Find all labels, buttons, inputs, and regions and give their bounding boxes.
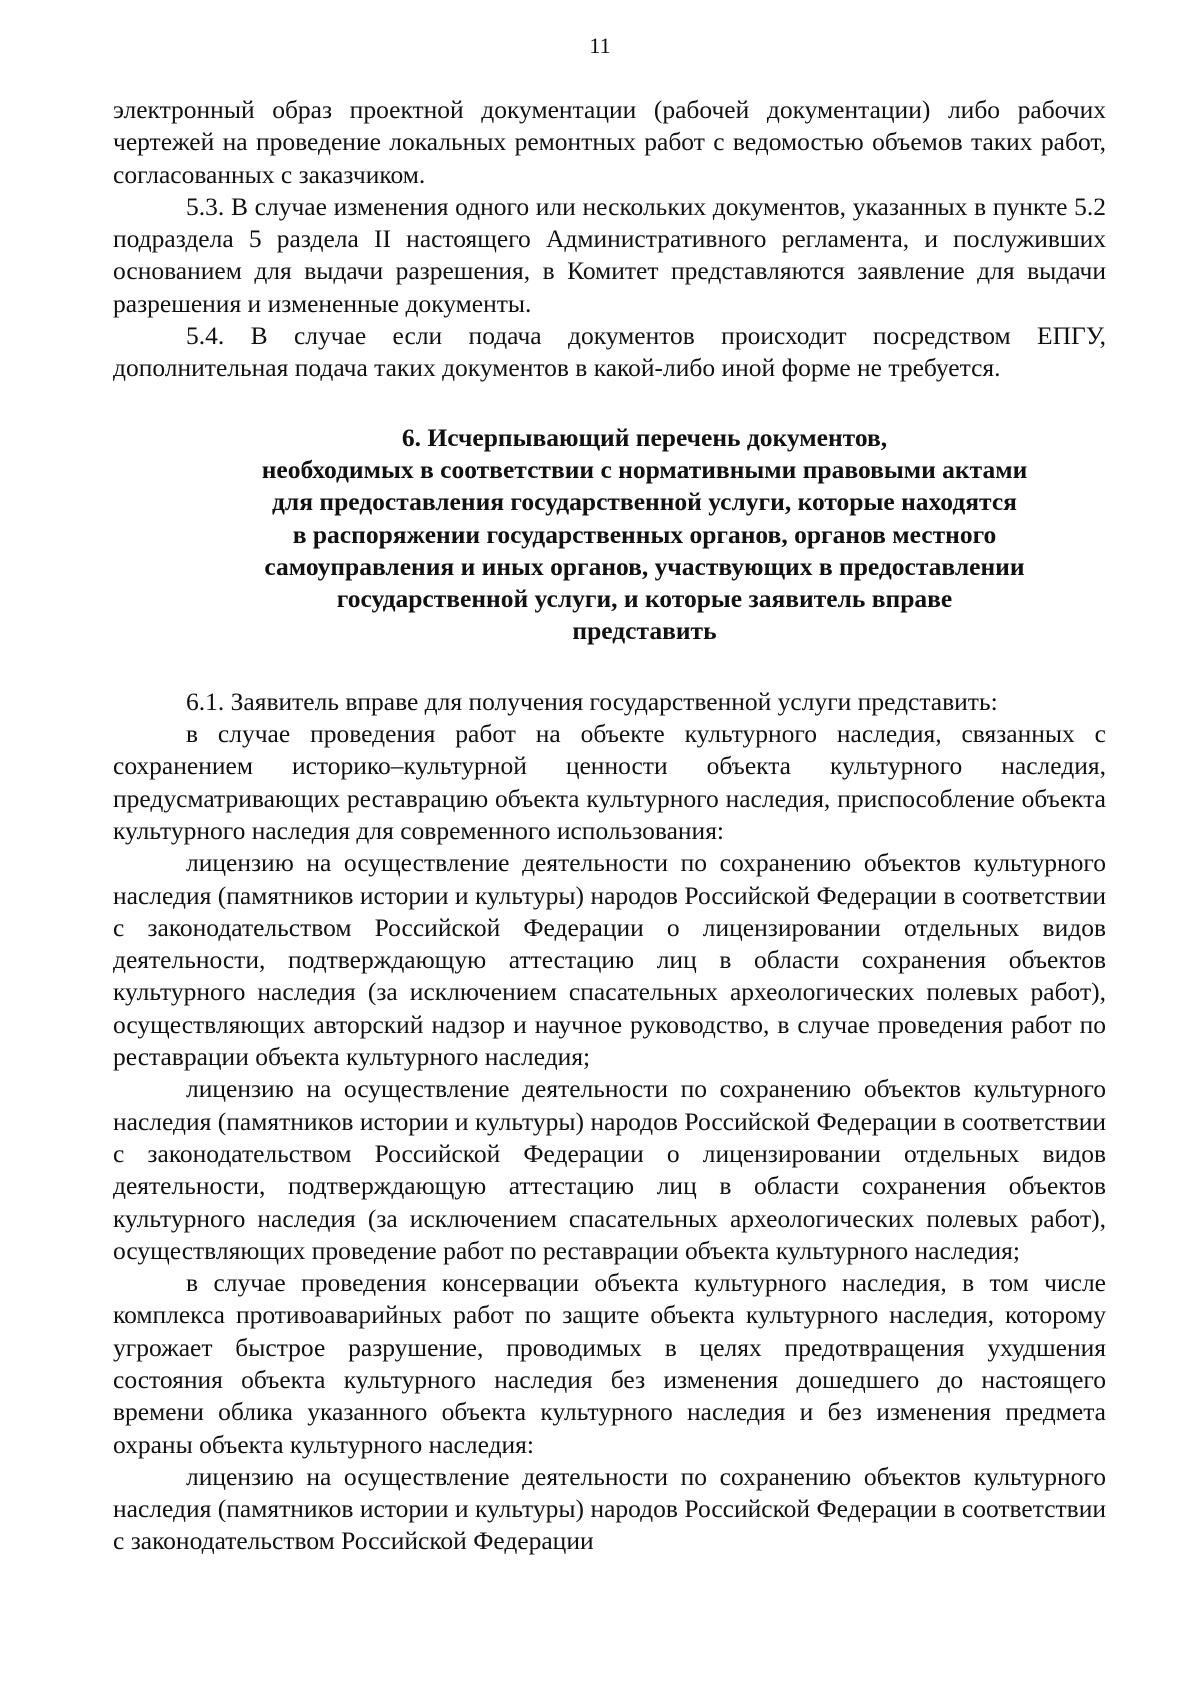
page-content	[113, 94, 1106, 1558]
heading-line: необходимых в соответствии с нормативными правовыми актами	[261, 454, 1028, 484]
paragraph-6-1: 6.1. Заявитель вправе для получения государственной услуги представить:	[186, 686, 998, 716]
paragraph-license-conservation: лицензию на осуществление деятельности по сохранению объектов культурного наследия (памятников истории и культуры) народов Российской Федерации в соответствии с законодательством Российской Федерации	[113, 1461, 1106, 1556]
heading-line: самоуправления и иных органов, участвующих в предоставлении	[264, 551, 1025, 581]
heading-line: 6. Исчерпывающий перечень документов,	[401, 422, 888, 452]
heading-line: государственной услуги, и которые заявитель вправе	[336, 584, 953, 614]
heading-line: представить	[572, 616, 717, 646]
paragraph-continuation: электронный образ проектной документации (рабочей документации) либо рабочих чертежей на проведение локальных ремонтных работ с ведомостью объемов таких работ, согласованных с заказчиком.	[113, 95, 1106, 189]
page-number: 11	[589, 33, 611, 58]
paragraph-restoration-case: в случае проведения работ на объекте культурного наследия, связанных с сохранением историко–культурной ценности объекта культурного наследия, предусматривающих реставрацию объекта культурного наследия, приспособление объекта культурного наследия для современного использования:	[113, 719, 1106, 845]
paragraph-license-restoration: лицензию на осуществление деятельности по сохранению объектов культурного наследия (памятников истории и культуры) народов Российской Федерации в соответствии с законодательством Российской Федерации о лицензировании отдельных видов деятельности, подтверждающую аттестацию лиц в области сохранения объектов культурного наследия (за исключением спасательных археологических полевых работ), осуществляющих проведение работ по реставрации объекта культурного наследия;	[113, 1074, 1106, 1265]
paragraph-conservation-case: в случае проведения консервации объекта культурного наследия, в том числе комплекса противоаварийных работ по защите объекта культурного наследия, которому угрожает быстрое разрушение, проводимых в целях предотвращения ухудшения состояния объекта культурного наследия без изменения дошедшего до настоящего времени облика указанного объекта культурного наследия и без изменения предмета охраны объекта культурного наследия:	[113, 1268, 1106, 1459]
section-6-heading	[113, 422, 1106, 648]
paragraph-5-3: 5.3. В случае изменения одного или нескольких документов, указанных в пункте 5.2 подраздела 5 раздела II настоящего Административного регламента, и послуживших основанием для выдачи разрешения, в Комитет представляются заявление для выдачи разрешения и измененные документы.	[113, 191, 1106, 318]
heading-line: для предоставления государственной услуги, которые находятся	[272, 487, 1017, 517]
heading-line: в распоряжении государственных органов, органов местного	[292, 519, 997, 549]
paragraph-5-4: 5.4. В случае если подача документов происходит посредством ЕПГУ, дополнительная подача таких документов в какой-либо иной форме не требуется.	[113, 321, 1106, 383]
paragraph-license-supervision: лицензию на осуществление деятельности по сохранению объектов культурного наследия (памятников истории и культуры) народов Российской Федерации в соответствии с законодательством Российской Федерации о лицензировании отдельных видов деятельности, подтверждающую аттестацию лиц в области сохранения объектов культурного наследия (за исключением спасательных археологических полевых работ), осуществляющих авторский надзор и научное руководство, в случае проведения работ по реставрации объекта культурного наследия;	[113, 848, 1106, 1072]
